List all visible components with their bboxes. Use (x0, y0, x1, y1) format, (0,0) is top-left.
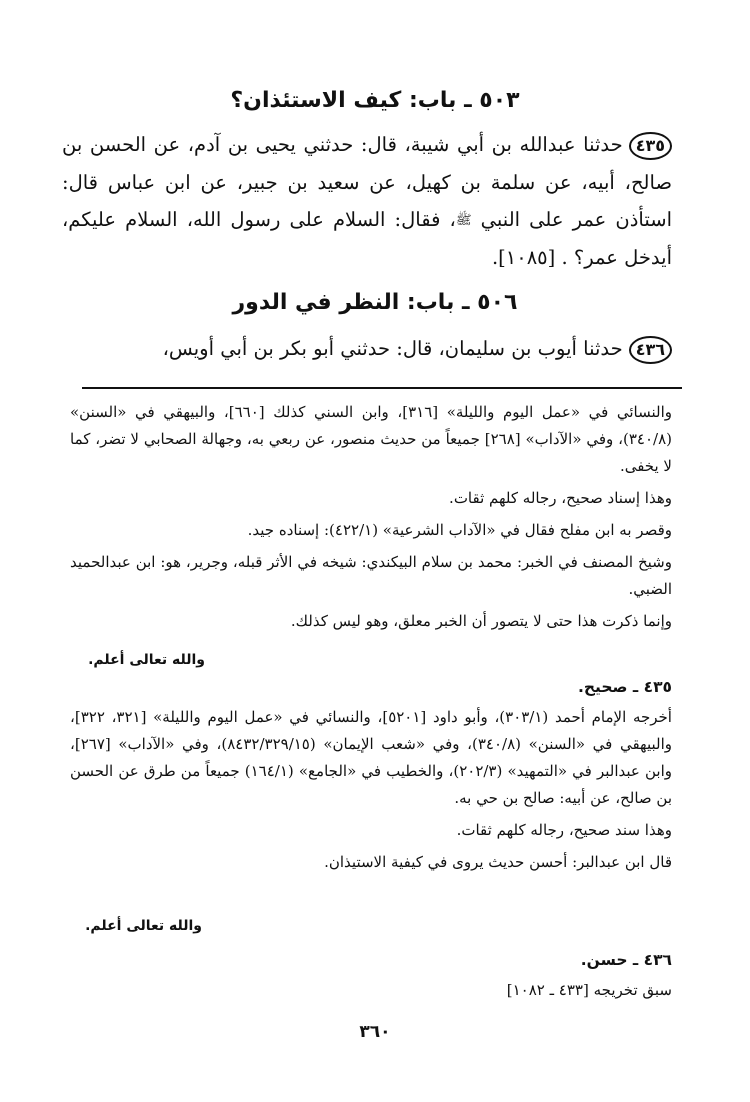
footnote-block-2 (70, 704, 672, 876)
closing-formula-2: والله تعالى أعلم. (85, 918, 202, 934)
footnote-paragraph: وشيخ المصنف في الخبر: محمد بن سلام البيكندي: شيخه في الأثر قبله، وجرير، هو: ابن عبدالحميد الضبي. (70, 553, 672, 598)
hadith-435-text (62, 126, 672, 277)
grade-435: ٤٣٥ ـ صحيح. (577, 678, 672, 696)
footnote-paragraph: وهذا إسناد صحيح، رجاله كلهم ثقات. (449, 489, 672, 507)
footnote-paragraph: سبق تخريجه [٤٣٣ ـ ١٠٨٢] (506, 981, 672, 999)
footnote-paragraph: وقصر به ابن مفلح فقال في «الآداب الشرعية» (٤٢٢/١): إسناده جيد. (247, 521, 672, 539)
footnote-paragraph: قال ابن عبدالبر: أحسن حديث يروى في كيفية الاستيذان. (324, 853, 672, 871)
closing-formula-1: والله تعالى أعلم. (88, 652, 205, 668)
footnote-paragraph: أخرجه الإمام أحمد (٣٠٣/١)، وأبو داود [٥٢٠١]، والنسائي في «عمل اليوم والليلة» [٣٢١، ٣٢٢]، والبيهقي في «السنن» (٣٤٠/٨)، وفي «شعب الإيمان» (٨٤٣٢/٣٢٩/١٥)، وفي «الآداب» [٢٦٧]، وابن عبدالبر في «التمهيد» (٢٠٢/٣)، والخطيب في «الجامع» (١٦٤/١) جميعاً من طرق عن الحسن بن صالح، عن أبيه: صالح بن حي به. (70, 708, 673, 807)
footnote-paragraph: وهذا سند صحيح، رجاله كلهم ثقات. (456, 821, 672, 839)
footnote-paragraph: والنسائي في «عمل اليوم والليلة» [٣١٦]، وابن السني كذلك [٦٦٠]، والبيهقي في «السنن» (٣٤٠/٨)، وفي «الآداب» [٢٦٨] جميعاً من حديث منصور، عن ربعي به، وجهالة الصحابي لا تضر، كما لا يخفى. (70, 403, 673, 475)
footnote-block-3 (70, 977, 672, 1004)
grade-436: ٤٣٦ ـ حسن. (580, 951, 672, 969)
hadith-436-text (62, 330, 672, 368)
footnote-paragraph: وإنما ذكرت هذا حتى لا يتصور أن الخبر معلق، وهو ليس كذلك. (290, 612, 672, 630)
footnote-divider (82, 387, 682, 389)
salutation-icon: ﷺ (455, 212, 472, 228)
hadith-435-body-1: حدثنا عبدالله بن أبي شيبة، قال: حدثني يحيى بن آدم، عن الحسن بن صالح، أبيه، عن سلمة بن كهيل، عن سعيد بن جبير، عن ابن عباس قال: استأذن عمر على النبي (62, 133, 672, 231)
page-number: ٣٦٠ (359, 1022, 391, 1042)
chapter-heading-503: ٥٠٣ ـ باب: كيف الاستئذان؟ (230, 88, 520, 113)
hadith-435-body-2: ، فقال: السلام على رسول الله، السلام عليكم، أيدخل عمر؟ . [١٠٨٥]. (62, 208, 672, 270)
hadith-436-body: حدثنا أيوب بن سليمان، قال: حدثني أبو بكر بن أبي أويس، (162, 337, 623, 360)
hadith-number-436: ٤٣٦ (629, 336, 672, 364)
footnote-block-1 (70, 399, 672, 635)
chapter-heading-506: ٥٠٦ ـ باب: النظر في الدور (232, 290, 518, 315)
hadith-number-435: ٤٣٥ (629, 132, 672, 160)
